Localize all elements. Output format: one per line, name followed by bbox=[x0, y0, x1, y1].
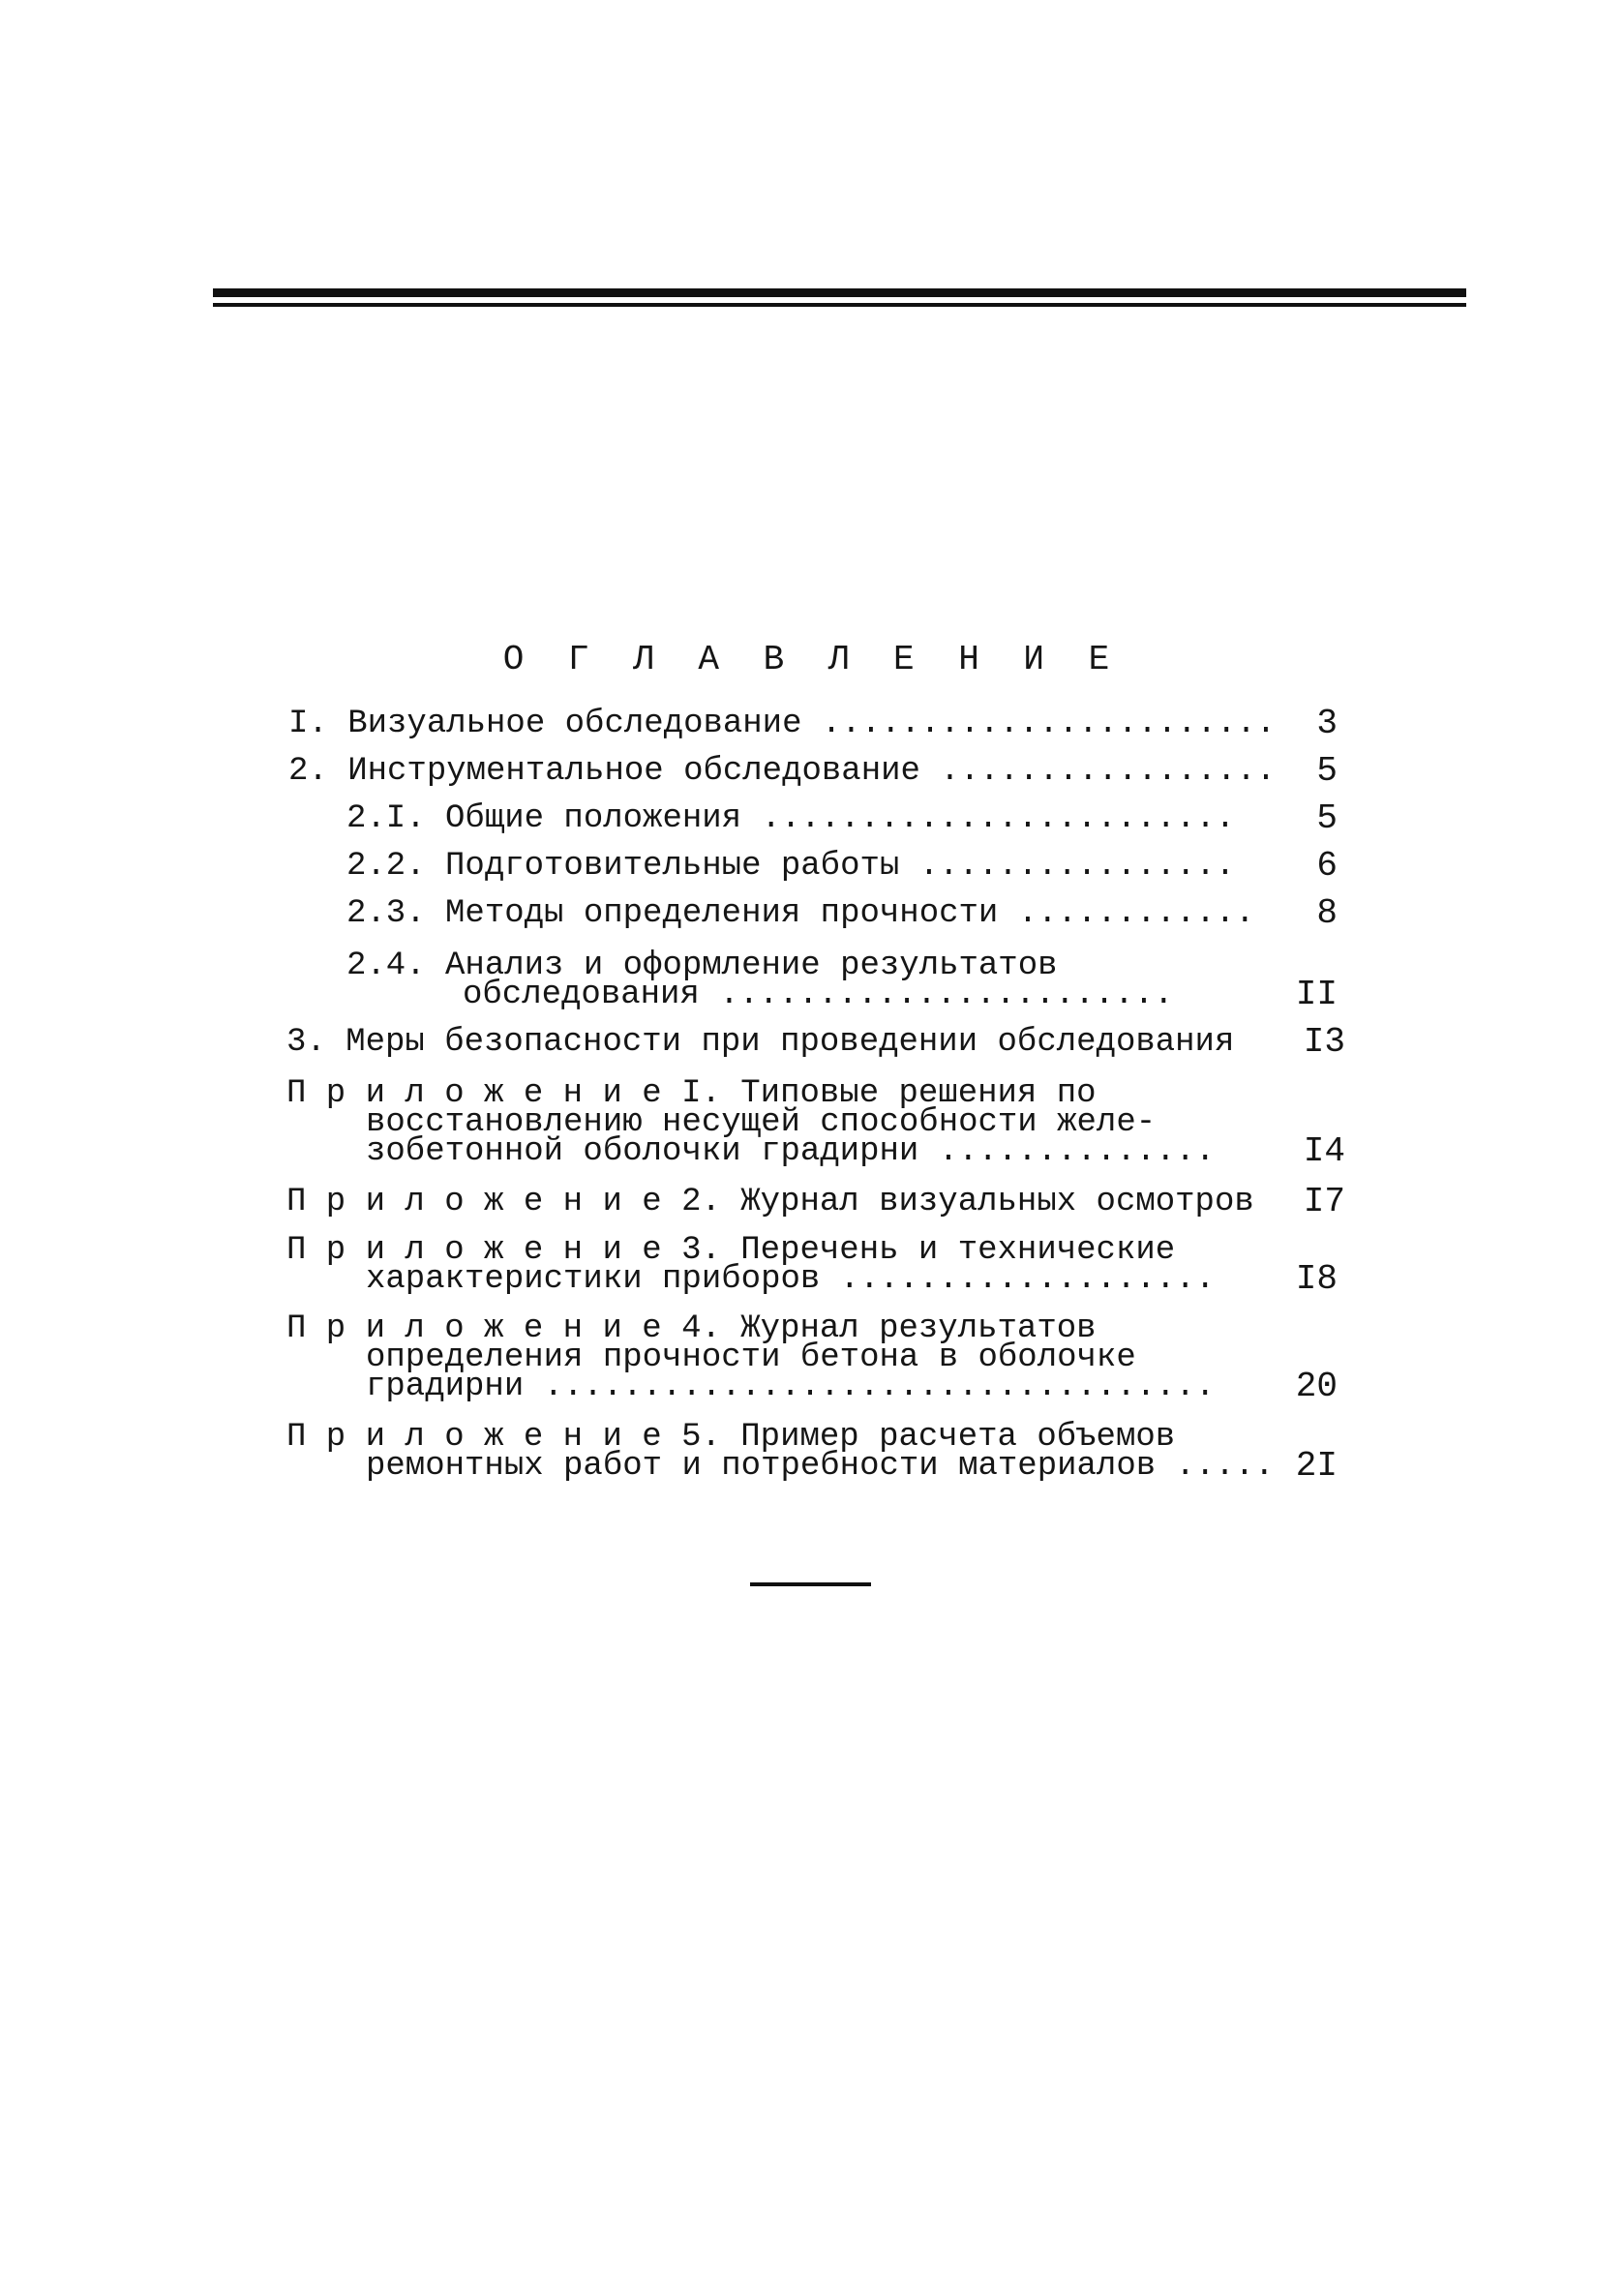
toc-appendix-1-line-1: П р и л о ж е н и е I. Типовые решения по bbox=[286, 1075, 1097, 1112]
toc-appendix-2-page: I7 bbox=[1303, 1182, 1345, 1221]
toc-entry-3-line-1: 3. Меры безопасности при проведении обследования bbox=[286, 1024, 1235, 1061]
toc-appendix-5-page: 2I bbox=[1295, 1446, 1338, 1486]
toc-entry-2-2-line-1: 2.2. Подготовительные работы ................ bbox=[346, 848, 1236, 885]
toc-appendix-5-line-2: ремонтных работ и потребности материалов ..... bbox=[366, 1448, 1275, 1485]
toc-entry-1-line-1: I. Визуальное обследование ....................... bbox=[288, 706, 1277, 742]
toc-entry-3-page: I3 bbox=[1303, 1022, 1345, 1062]
toc-entry-2-line-1: 2. Инструментальное обследование ................. bbox=[288, 753, 1277, 790]
toc-entry-1-page: 3 bbox=[1316, 704, 1338, 743]
toc-entry-2-2-page: 6 bbox=[1316, 846, 1338, 886]
toc-entry-2-1-page: 5 bbox=[1316, 798, 1338, 838]
toc-entry-2-4-line-2: обследования ....................... bbox=[463, 977, 1174, 1013]
toc-appendix-3-line-2: характеристики приборов ................... bbox=[366, 1261, 1216, 1298]
toc-appendix-4-page: 20 bbox=[1295, 1367, 1338, 1406]
toc-appendix-4-line-1: П р и л о ж е н и е 4. Журнал результатов bbox=[286, 1310, 1097, 1347]
toc-appendix-2-line-1: П р и л о ж е н и е 2. Журнал визуальных осмотров bbox=[286, 1184, 1254, 1220]
toc-appendix-4-line-3: градирни .................................. bbox=[366, 1369, 1216, 1405]
top-rule-thick bbox=[213, 288, 1466, 297]
bottom-rule bbox=[750, 1582, 871, 1586]
toc-appendix-3-page: I8 bbox=[1295, 1259, 1338, 1299]
toc-appendix-5-line-1: П р и л о ж е н и е 5. Пример расчета объемов bbox=[286, 1419, 1176, 1456]
toc-entry-2-4-page: II bbox=[1295, 975, 1338, 1014]
toc-entry-2-1-line-1: 2.I. Общие положения ........................ bbox=[346, 800, 1236, 837]
toc-appendix-1-line-2: восстановлению несущей способности желе- bbox=[366, 1104, 1157, 1141]
toc-entry-2-4-line-1: 2.4. Анализ и оформление результатов bbox=[346, 948, 1058, 984]
toc-entry-2-3-page: 8 bbox=[1316, 893, 1338, 933]
top-rule-thin bbox=[213, 303, 1466, 307]
toc-appendix-3-line-1: П р и л о ж е н и е 3. Перечень и технические bbox=[286, 1232, 1176, 1269]
toc-appendix-4-line-2: определения прочности бетона в оболочке bbox=[366, 1339, 1136, 1376]
toc-entry-2-3-line-1: 2.3. Методы определения прочности ............ bbox=[346, 895, 1255, 932]
toc-heading: О Г Л А В Л Е Н И Е bbox=[502, 640, 1122, 679]
toc-appendix-1-line-3: зобетонной оболочки градирни .............. bbox=[366, 1133, 1216, 1170]
toc-entry-2-page: 5 bbox=[1316, 751, 1338, 791]
toc-appendix-1-page: I4 bbox=[1303, 1131, 1345, 1171]
